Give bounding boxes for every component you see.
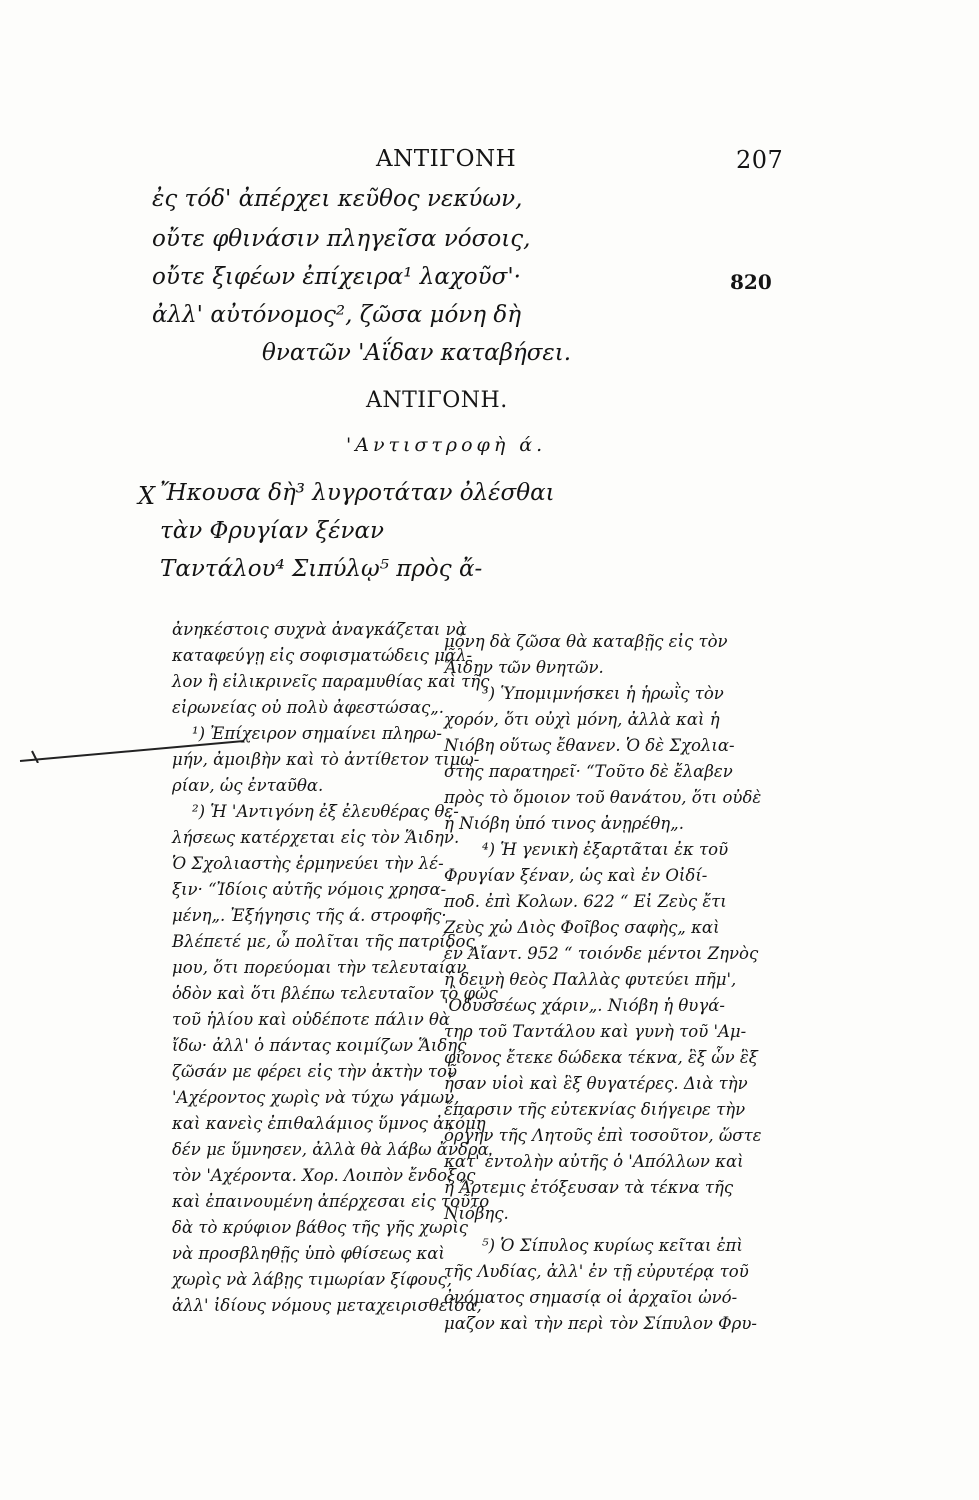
note-line: καὶ κανεὶς ἐπιθαλάμιος ὕμνος ἀκόμη	[172, 1114, 486, 1133]
note-line: Ὁ Σχολιαστὴς ἑρμηνεύει τὴν λέ-	[172, 854, 444, 873]
note-line: Νιόβη οὕτως ἔθανεν. Ὁ δὲ Σχολια-	[444, 736, 735, 755]
note-line: μόνη δὰ ζῶσα θὰ καταβῇς εἰς τὸν	[444, 632, 728, 651]
note-line: ἡ Ἄρτεμις ἐτόξευσαν τὰ τέκνα τῆς	[444, 1178, 734, 1197]
note-line: ἡ δεινὴ θεὸς Παλλὰς φυτεύει πῆμ',	[444, 970, 737, 989]
note-line: μήν, ἀμοιβὴν καὶ τὸ ἀντίθετον τιμω-	[172, 750, 480, 769]
note-line: ποδ. ἐπὶ Κολων. 622 “ Εἰ Ζεὺς ἔτι	[444, 892, 727, 911]
note-line: τῆς Λυδίας, ἀλλ' ἐν τῇ εὐρυτέρᾳ τοῦ	[444, 1262, 749, 1281]
note-line: ὁδὸν καὶ ὅτι βλέπω τελευταῖον τὸ φῶς	[172, 984, 498, 1003]
note-line: δέν με ὕμνησεν, ἀλλὰ θὰ λάβω ἄνδρα	[172, 1140, 489, 1159]
note-line: εἰρωνείας οὐ πολὺ ἀφεστώσας„.	[172, 698, 445, 717]
note-line: ἡ Νιόβη ὑπό τινος ἀνῃρέθη„.	[444, 814, 684, 833]
note-line: ⁴) Ἡ γενικὴ ἐξαρτᾶται ἐκ τοῦ	[482, 840, 729, 859]
note-line: ἀλλ' ἰδίους νόμους μεταχειρισθεῖσα,	[172, 1296, 482, 1315]
section-speaker: ΑΝΤΙΓΟΝΗ.	[366, 388, 508, 413]
verse-line: οὔτε ξιφέων ἐπίχειρα¹ λαχοῦσ'·	[152, 264, 521, 290]
verse-line: τὰν Φρυγίαν ξέναν	[160, 518, 385, 544]
verse-line: ἀλλ' αὐτόνομος², ζῶσα μόνη δὴ	[152, 302, 522, 328]
note-line: καταφεύγῃ εἰς σοφισματώδεις μᾶλ-	[172, 646, 473, 665]
note-line: ²) Ἡ 'Αντιγόνη ἐξ ἐλευθέρας θε-	[192, 802, 459, 821]
note-line: Βλέπετέ με, ὦ πολῖται τῆς πατρίδος	[172, 932, 475, 951]
note-line: τηρ τοῦ Ταντάλου καὶ γυνὴ τοῦ 'Αμ-	[444, 1022, 747, 1041]
note-line: κατ' ἐντολὴν αὐτῆς ὁ 'Απόλλων καὶ	[444, 1152, 744, 1171]
note-line: Ἅιδην τῶν θνητῶν.	[444, 658, 604, 677]
note-line: τὸν 'Αχέροντα. Χορ. Λοιπὸν ἔνδοξος	[172, 1166, 476, 1185]
note-line: λον ἢ εἰλικρινεῖς παραμυθίας καὶ τῆς	[172, 672, 490, 691]
note-line: μου, ὅτι πορεύομαι τὴν τελευταίαν	[172, 958, 467, 977]
note-line: Ζεὺς χὠ Διὸς Φοῖβος σαφὴς„ καὶ	[444, 918, 720, 937]
note-line: νὰ προσβληθῇς ὑπὸ φθίσεως καὶ	[172, 1244, 445, 1263]
verse-line: Ἤκουσα δὴ³ λυγροτάταν ὀλέσθαι	[160, 480, 555, 506]
verse-line: ἐς τόδ' ἀπέρχει κεῦθος νεκύων,	[152, 186, 523, 212]
note-line: 'Αχέροντος χωρὶς νὰ τύχω γάμων,	[172, 1088, 460, 1107]
page-number: 207	[736, 146, 784, 174]
note-line: ὀργὴν τῆς Λητοῦς ἐπὶ τοσοῦτον, ὥστε	[444, 1126, 762, 1145]
running-title: ΑΝΤΙΓΟΝΗ	[376, 146, 517, 172]
note-line: ἐν Αἴαντ. 952 “ τοιόνδε μέντοι Ζηνὸς	[444, 944, 759, 963]
note-line: ³) Ὑπομιμνήσκει ἡ ἡρωῒς τὸν	[482, 684, 724, 703]
note-line: ὀνόματος σημασίᾳ οἱ ἀρχαῖοι ὠνό-	[444, 1288, 738, 1307]
note-line: δὰ τὸ κρύφιον βάθος τῆς γῆς χωρὶς	[172, 1218, 469, 1237]
note-line: ⁵) Ὁ Σίπυλος κυρίως κεῖται ἐπὶ	[482, 1236, 743, 1255]
note-line: στὴς παρατηρεῖ· “Τοῦτο δὲ ἔλαβεν	[444, 762, 733, 781]
note-line: καὶ ἐπαινουμένη ἀπέρχεσαι εἰς τοῦτο	[172, 1192, 490, 1211]
line-number: 820	[730, 270, 772, 294]
note-line: ζῶσάν με φέρει εἰς τὴν ἀκτὴν τοῦ	[172, 1062, 458, 1081]
note-line: ἴδω· ἀλλ' ὁ πάντας κοιμίζων Ἅιδης	[172, 1036, 467, 1055]
note-line: Φρυγίαν ξέναν, ὡς καὶ ἐν Οἰδί-	[444, 866, 708, 885]
note-line: ρίαν, ὡς ἐνταῦθα.	[172, 776, 324, 795]
note-line: ἦσαν υἱοὶ καὶ ἓξ θυγατέρες. Διὰ τὴν	[444, 1074, 748, 1093]
note-line: χορόν, ὅτι οὐχὶ μόνη, ἀλλὰ καὶ ἡ	[444, 710, 720, 729]
strophe-label: 'Αντιστροφὴ ά.	[346, 434, 547, 456]
note-line: μαζον καὶ τὴν περὶ τὸν Σίπυλον Φρυ-	[444, 1314, 757, 1333]
note-line: πρὸς τὸ ὅμοιον τοῦ θανάτου, ὅτι οὐδὲ	[444, 788, 762, 807]
note-line: φίονος ἔτεκε δώδεκα τέκνα, ἓξ ὧν ἓξ	[444, 1048, 758, 1067]
verse-line: οὔτε φθινάσιν πληγεῖσα νόσοις,	[152, 226, 531, 252]
note-line: 'Οδυσσέως χάριν„. Νιόβη ἡ θυγά-	[444, 996, 725, 1015]
note-line: μένη„. Ἐξήγησις τῆς ά. στροφῆς·	[172, 906, 447, 925]
margin-x-mark: X	[138, 482, 156, 510]
note-line: ¹) Ἐπίχειρον σημαίνει πληρω-	[192, 724, 442, 743]
note-line: ἔπαρσιν τῆς εὐτεκνίας διήγειρε τὴν	[444, 1100, 746, 1119]
note-line: χωρὶς νὰ λάβῃς τιμωρίαν ξίφους,	[172, 1270, 452, 1289]
note-line: Νιόβης.	[444, 1204, 509, 1223]
note-line: τοῦ ἡλίου καὶ οὐδέποτε πάλιν θὰ	[172, 1010, 451, 1029]
note-line: ἀνηκέστοις συχνὰ ἀναγκάζεται νὰ	[172, 620, 467, 639]
note-line: ξιν· “Ἰδίοις αὐτῆς νόμοις χρησα-	[172, 880, 447, 899]
verse-line: Ταντάλου⁴ Σιπύλῳ⁵ πρὸς ἄ-	[160, 556, 483, 582]
verse-line: θνατῶν 'Αΐδαν καταβήσει.	[262, 340, 572, 366]
note-line: λήσεως κατέρχεται εἰς τὸν Ἅιδην.	[172, 828, 460, 847]
